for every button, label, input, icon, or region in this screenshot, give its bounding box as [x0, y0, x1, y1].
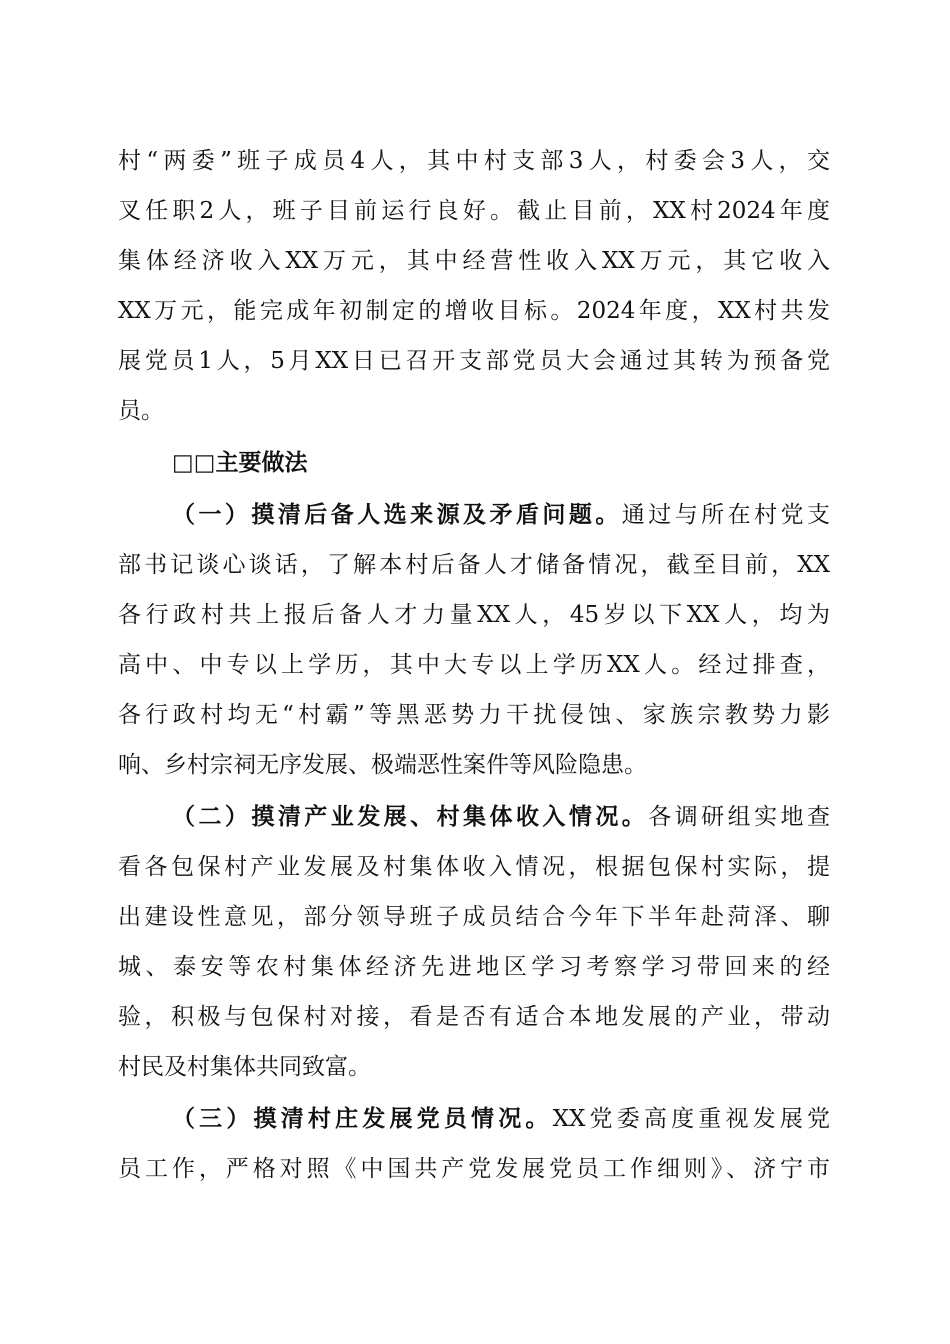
paragraph-section-1	[118, 490, 830, 790]
section-3-first-line	[118, 1094, 830, 1144]
text-line: 看各包保村产业发展及村集体收入情况，根据包保村实际，提	[118, 854, 830, 880]
paragraph-village-committee	[118, 136, 830, 436]
text-line: 展党员1人，5月XX日已召开支部党员大会通过其转为预备党	[118, 348, 830, 374]
section-3-first-line-text: XX党委高度重视发展党	[552, 1106, 830, 1132]
text-line: 城、泰安等农村集体经济先进地区学习考察学习带回来的经	[118, 954, 830, 980]
paragraph-section-3	[118, 1094, 830, 1194]
section-2-first-line-text: 各调研组实地查	[648, 804, 830, 830]
text-line: 叉任职2人，班子目前运行良好。截止目前，XX村2024年度	[118, 198, 830, 224]
section-1-first-line-text: 通过与所在村党支	[621, 502, 830, 528]
text-line: XX万元，能完成年初制定的增收目标。2024年度，XX村共发	[118, 298, 830, 324]
section-3-lead: （三）摸清村庄发展党员情况。	[172, 1106, 553, 1132]
text-line: 村“两委”班子成员4人，其中村支部3人，村委会3人，交	[118, 148, 830, 174]
text-line: 部书记谈心谈话，了解本村后备人才储备情况，截至目前，XX	[118, 552, 830, 578]
text-line: 响、乡村宗祠无序发展、极端恶性案件等风险隐患。	[118, 752, 647, 778]
text-line: 高中、中专以上学历，其中大专以上学历XX人。经过排查，	[118, 652, 830, 678]
section-1-lead: （一）摸清后备人选来源及矛盾问题。	[172, 502, 622, 528]
paragraph-section-2	[118, 792, 830, 1092]
section-heading: □□主要做法	[172, 450, 308, 476]
text-line: 员工作，严格对照《中国共产党发展党员工作细则》、济宁市	[118, 1156, 830, 1182]
text-line: 出建设性意见，部分领导班子成员结合今年下半年赴菏泽、聊	[118, 904, 830, 930]
text-line: 各行政村共上报后备人才力量XX人，45岁以下XX人，均为	[118, 602, 830, 628]
document-body	[118, 136, 830, 1194]
section-2-first-line	[118, 792, 830, 842]
section-2-lead: （二）摸清产业发展、村集体收入情况。	[172, 804, 649, 830]
text-line: 员。	[118, 398, 164, 424]
text-line: 各行政村均无“村霸”等黑恶势力干扰侵蚀、家族宗教势力影	[118, 702, 830, 728]
text-line: 集体经济收入XX万元，其中经营性收入XX万元，其它收入	[118, 248, 830, 274]
text-line: 验，积极与包保村对接，看是否有适合本地发展的产业，带动	[118, 1004, 830, 1030]
section-heading-block	[118, 438, 830, 488]
section-1-first-line	[118, 490, 830, 540]
text-line: 村民及村集体共同致富。	[118, 1054, 371, 1080]
